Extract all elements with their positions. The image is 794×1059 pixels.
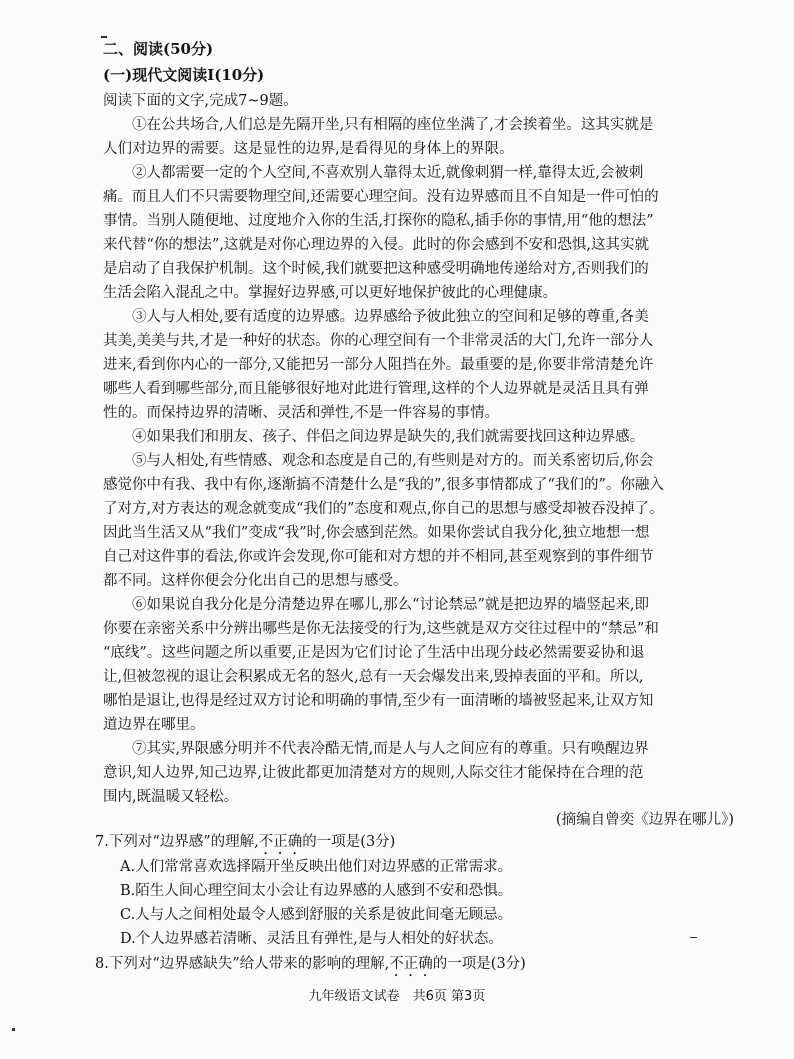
passage-line: ⑤与人相处,有些情感、观念和态度是自己的,有些则是对方的。而关系密切后,你会 [103,453,654,469]
passage-source: (摘编自曾奕《边界在哪儿》) [555,812,734,828]
q8-emphasized-word: 不正确 [389,956,433,972]
page-footer: 九年级语文试卷 共6页 第3页 [308,989,486,1004]
passage-line: 进来,看到你内心的一部分,又能把另一部分人阻挡在外。最重要的是,你要非常清楚允许 [103,357,654,373]
passage-line: 人们对边界的需要。这是显性的边界,是看得见的身体上的界限。 [103,141,514,157]
passage-line: 生活会陷入混乱之中。掌握好边界感,可以更好地保护彼此的心理健康。 [103,285,558,301]
passage-line: 围内,既温暖又轻松。 [103,789,239,805]
passage-line: 性的。而保持边界的清晰、灵活和弹性,不是一件容易的事情。 [103,405,500,421]
passage-line: 来代替“你的想法”,这就是对你心理边界的入侵。此时的你会感到不安和恐惧,这其实就 [103,237,650,253]
passage-line: 你要在亲密关系中分辨出哪些是你无法接受的行为,这些就是双方交往过程中的“禁忌”和 [103,621,659,637]
passage-line: ⑥如果说自我分化是分清楚边界在哪儿,那么“讨论禁忌”就是把边界的墙竖起来,即 [103,597,650,613]
passage-line: ②人都需要一定的个人空间,不喜欢别人靠得太近,就像刺猬一样,靠得太近,会被刺 [103,165,644,181]
passage-line: 道边界在哪里。 [103,717,205,733]
passage-line: 意识,知人边界,知己边界,让彼此都更加清楚对方的规则,人际交往才能保持在合理的范 [103,765,644,781]
passage-line: 痛。而且人们不只需要物理空间,还需要心理空间。没有边界感而且不自知是一件可怕的 [103,189,659,205]
passage-line: 让,但被忽视的退让会积累成无名的怒火,总有一天会爆发出来,毁掉表面的平和。所以, [103,669,644,685]
passage-line: 都不同。这样你便会分化出自己的思想与感受。 [103,573,408,589]
scan-mark [101,36,107,38]
passage-line: 是启动了自我保护机制。这个时候,我们就要把这种感受明确地传递给对方,否则我们的 [103,261,649,277]
q7-emphasized-word: 不正确 [258,834,303,850]
passage-line: 事情。当别人随便地、过度地介入你的生活,打探你的隐私,插手你的事情,用“他的想法” [103,213,654,229]
q7-option-c: C.人与人之间相处最令人感到舒服的关系是彼此间毫无顾忌。 [120,907,513,923]
question-7-stem [95,834,754,858]
scan-mark [12,1028,15,1031]
passage-line: 自己对这件事的看法,你或许会发现,你可能和对方想的并不相同,甚至观察到的事件细节 [103,549,654,565]
passage-line: “底线”。这些问题之所以重要,正是因为它们讨论了生活中出现分歧必然需要妥协和退 [103,645,645,661]
passage-line: 哪怕是退让,也得是经过双方讨论和明确的事情,至少有一面清晰的墙被竖起来,让双方知 [103,693,654,709]
passage-line: ⑦其实,界限感分明并不代表冷酷无情,而是人与人之间应有的尊重。只有唤醒边界 [103,741,649,757]
passage-line: 感觉你中有我、我中有你,逐渐搞不清楚什么是“我的”,很多事情都成了“我们的”。你融入 [103,477,664,493]
section-title: 二、阅读(50分) [103,40,214,58]
q7-option-d: D.个人边界感若清晰、灵活且有弹性,是与人相处的好状态。 [120,931,503,947]
q7-stem-part-a: 7.下列对“边界感”的理解, [95,834,259,850]
q8-stem-part-b: 的一项是(3分) [432,956,526,972]
passage-line: 因此当生活又从“我们”变成“我”时,你会感到茫然。如果你尝试自我分化,独立地想一想 [103,525,650,541]
q7-option-b: B.陌生人间心理空间太小会让有边界感的人感到不安和恐惧。 [120,883,513,899]
passage-line: ③人与人相处,要有适度的边界感。边界感给予彼此独立的空间和足够的尊重,各美 [103,309,649,325]
subsection-title: (一)现代文阅读Ⅰ(10分) [103,66,265,84]
instruction: 阅读下面的文字,完成7~9题。 [103,93,298,109]
question-8-stem [95,956,754,980]
passage-line: 其美,美美与共,才是一种好的状态。你的心理空间有一个非常灵活的大门,允许一部分人 [103,333,654,349]
passage-line: ①在公共场合,人们总是先隔开坐,只有相隔的座位坐满了,才会挨着坐。这其实就是 [103,117,654,133]
passage-line: 哪些人看到哪些部分,而且能够很好地对此进行管理,这样的个人边界就是灵活且具有弹 [103,381,649,397]
q7-stem-part-b: 的一项是(3分) [302,834,396,850]
passage-line: 了对方,对方表达的观念就变成“我们的”态度和观点,你自己的思想与感受却被吞没掉了。 [103,501,664,517]
passage-line: ④如果我们和朋友、孩子、伴侣之间边界是缺失的,我们就需要找回这种边界感。 [103,429,645,445]
scan-mark [690,937,697,938]
q7-option-a: A.人们常常喜欢选择隔开坐反映出他们对边界感的正常需求。 [120,859,513,875]
q8-stem-part-a: 8.下列对“边界感缺失”给人带来的影响的理解, [95,956,390,972]
